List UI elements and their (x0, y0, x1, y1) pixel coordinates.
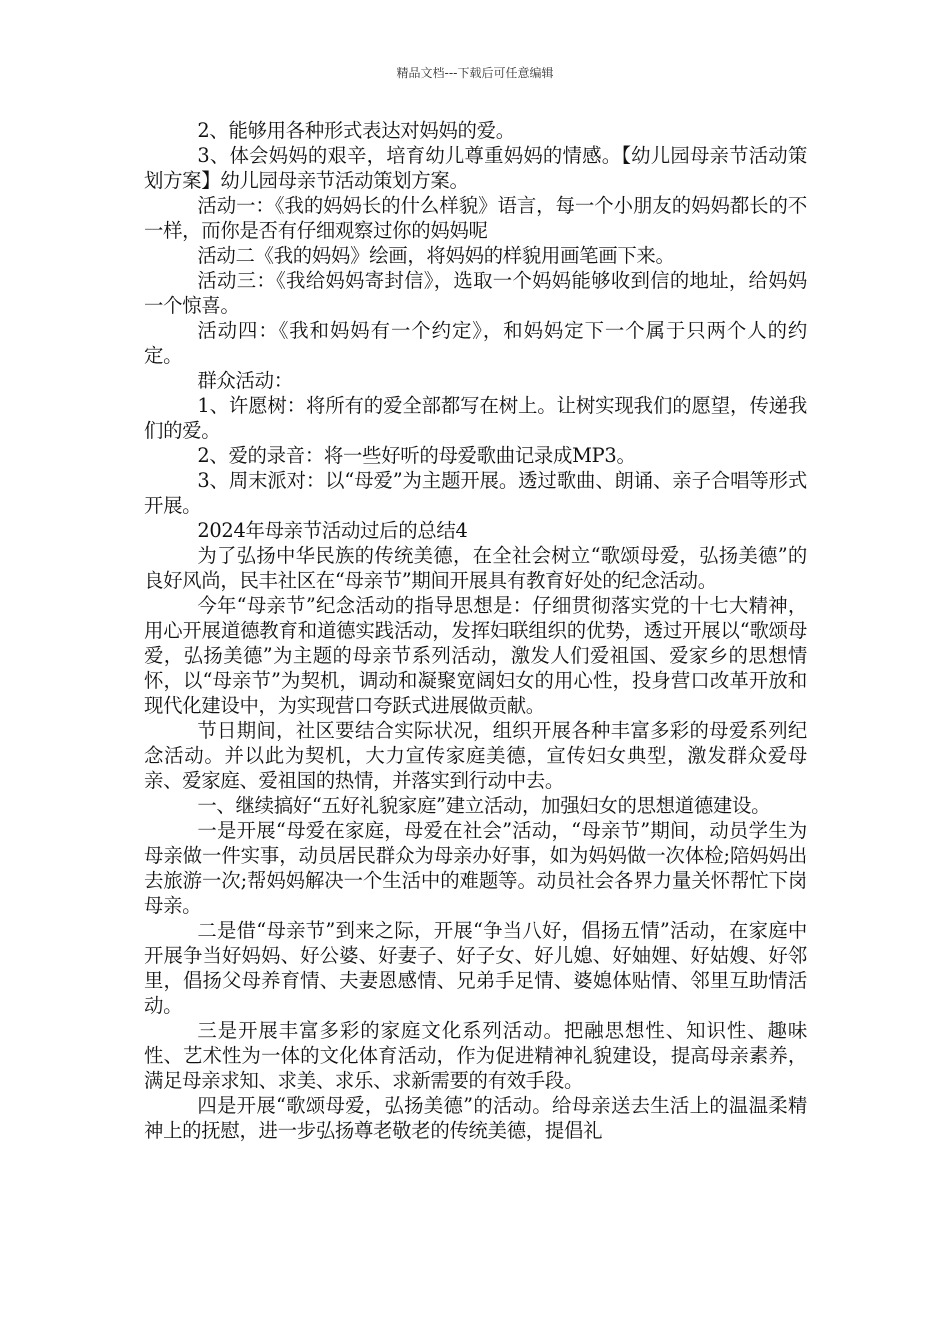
paragraph: 为了弘扬中华民族的传统美德，在全社会树立“歌颂母爱，弘扬美德”的良好风尚，民丰社区在“母亲节”期间开展具有教育好处的纪念活动。 (144, 544, 807, 592)
paragraph: 一是开展“母爱在家庭，母爱在社会”活动，“母亲节”期间，动员学生为母亲做一件实事，动员居民群众为母亲办好事，如为妈妈做一次体检;陪妈妈出去旅游一次;帮妈妈解决一个生活中的难题等。动员社会各界力量关怀帮忙下岗母亲。 (144, 819, 807, 917)
paragraph: 1、许愿树：将所有的爱全部都写在树上。让树实现我们的愿望，传递我们的爱。 (144, 394, 807, 442)
paragraph: 活动四：《我和妈妈有一个约定》，和妈妈定下一个属于只两个人的约定。 (144, 319, 807, 367)
page-header: 精品文档---下载后可任意编辑 (396, 66, 554, 80)
paragraph: 活动三：《我给妈妈寄封信》，选取一个妈妈能够收到信的地址，给妈妈一个惊喜。 (144, 269, 807, 317)
paragraph: 四是开展“歌颂母爱，弘扬美德”的活动。给母亲送去生活上的温温柔精神上的抚慰，进一步弘扬尊老敬老的传统美德，提倡礼 (144, 1094, 807, 1142)
paragraph: 群众活动： (197, 369, 293, 392)
paragraph: 节日期间，社区要结合实际状况，组织开展各种丰富多彩的母爱系列纪念活动。并以此为契机，大力宣传家庭美德，宣传妇女典型，激发群众爱母亲、爱家庭、爱祖国的热情，并落实到行动中去。 (144, 719, 807, 792)
paragraph: 二是借“母亲节”到来之际，开展“争当八好，倡扬五情”活动，在家庭中开展争当好妈妈、好公婆、好妻子、好子女、好儿媳、好妯娌、好姑嫂、好邻里，倡扬父母养育情、夫妻恩感情、兄弟手足情、婆媳体贴情、邻里互助情活动。 (144, 919, 807, 1017)
paragraph: 3、周末派对：以“母爱”为主题开展。透过歌曲、朗诵、亲子合唱等形式开展。 (144, 469, 807, 517)
paragraph: 3、体会妈妈的艰辛，培育幼儿尊重妈妈的情感。【幼儿园母亲节活动策划方案】幼儿园母亲节活动策划方案。 (144, 144, 807, 192)
paragraph: 2、爱的录音：将一些好听的母爱歌曲记录成MP3。 (197, 444, 636, 467)
paragraph: 一、继续搞好“五好礼貌家庭”建立活动，加强妇女的思想道德建设。 (197, 794, 771, 817)
paragraph: 今年“母亲节”纪念活动的指导思想是：仔细贯彻落实党的十七大精神，用心开展道德教育和道德实践活动，发挥妇联组织的优势，透过开展以“歌颂母爱，弘扬美德”为主题的母亲节系列活动，激发人们爱祖国、爱家乡的思想情怀，以“母亲节”为契机，调动和凝聚宽阔妇女的用心性，投身营口改革开放和现代化建设中，为实现营口夸跃式进展做贡献。 (144, 594, 807, 717)
section-heading: 2024年母亲节活动过后的总结4 (197, 519, 468, 542)
paragraph: 2、能够用各种形式表达对妈妈的爱。 (197, 119, 515, 142)
paragraph: 三是开展丰富多彩的家庭文化系列活动。把融思想性、知识性、趣味性、艺术性为一体的文化体育活动，作为促进精神礼貌建设，提高母亲素养，满足母亲求知、求美、求乐、求新需要的有效手段。 (144, 1019, 807, 1092)
paragraph: 活动一：《我的妈妈长的什么样貌》语言，每一个小朋友的妈妈都长的不一样，而你是否有仔细观察过你的妈妈呢 (144, 194, 807, 242)
paragraph: 活动二《我的妈妈》绘画，将妈妈的样貌用画笔画下来。 (197, 244, 675, 267)
document-body (144, 118, 807, 1143)
